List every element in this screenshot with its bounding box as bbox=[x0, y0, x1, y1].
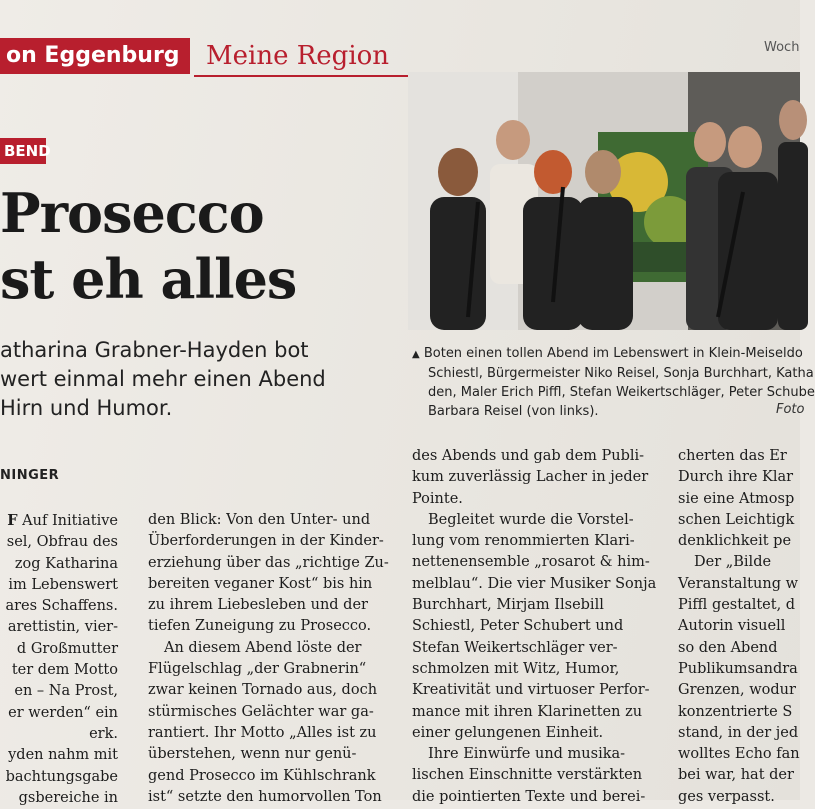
column-line: Schiestl, Peter Schubert und bbox=[412, 618, 624, 635]
caption-line: Schiestl, Bürgermeister Niko Reisel, Sonja Burchhart, Katha bbox=[428, 366, 814, 381]
column-line: An diesem Abend löste der bbox=[164, 639, 362, 656]
column-line: d Großmutter bbox=[16, 640, 118, 657]
column-line: Stefan Weikertschläger ver- bbox=[412, 639, 618, 656]
column-line: die pointierten Texte und berei- bbox=[412, 788, 646, 805]
column-line: en – Na Prost, bbox=[14, 683, 118, 700]
column-line: lischen Einschnitte verstärkten bbox=[412, 767, 643, 784]
column-line: schmolzen mit Witz, Humor, bbox=[412, 660, 620, 677]
section-label: on Eggenburg bbox=[0, 38, 190, 74]
column-line: ares Schaffens. bbox=[5, 598, 118, 615]
column-line: arettistin, vier- bbox=[7, 619, 118, 636]
column-line: melblau“. Die vier Musiker Sonja bbox=[412, 575, 657, 592]
group-photo-illustration bbox=[408, 72, 800, 330]
caption-line: ▲ Boten einen tollen Abend im Lebenswert in Klein-Meiseldo bbox=[412, 346, 803, 361]
author-byline: NINGER bbox=[0, 468, 60, 483]
column-line: yden nahm mit bbox=[8, 747, 118, 764]
caption-triangle-icon: ▲ bbox=[412, 349, 420, 360]
column-line: rantiert. Ihr Motto „Alles ist zu bbox=[148, 724, 377, 741]
column-line: Ihre Einwürfe und musika- bbox=[428, 746, 626, 763]
column-line: stürmisches Gelächter war ga- bbox=[148, 703, 374, 720]
headline bbox=[0, 180, 296, 312]
teaser-line: Hirn und Humor. bbox=[0, 396, 173, 420]
column-line bbox=[0, 510, 118, 532]
photo-credit: Foto bbox=[776, 402, 805, 417]
region-label: Meine Region bbox=[206, 41, 390, 71]
teaser bbox=[0, 336, 400, 423]
column-line: bereiten veganer Kost“ bis hin bbox=[148, 575, 373, 592]
column-line: gend Prosecco im Kühlschrank bbox=[148, 767, 376, 784]
column-line: sel, Obfrau des bbox=[6, 534, 118, 551]
column-line: einer gelungenen Einheit. bbox=[412, 724, 604, 741]
column-line: des Abends und gab dem Publi- bbox=[412, 448, 645, 464]
text-column-3 bbox=[412, 446, 658, 808]
teaser-line: wert einmal mehr einen Abend bbox=[0, 367, 326, 391]
column-line: mance mit ihren Klarinetten zu bbox=[412, 703, 643, 720]
caption-line: Barbara Reisel (von links). bbox=[428, 404, 599, 419]
column-line: ist“ setzte den humorvollen Ton bbox=[148, 788, 382, 805]
column-line: denklichkeit pe bbox=[678, 533, 792, 550]
column-line: bei war, hat der bbox=[678, 767, 794, 784]
column-line: zog Katharina bbox=[14, 555, 118, 572]
column-line-text: Auf Initiative bbox=[17, 513, 118, 529]
column-line: Autorin visuell bbox=[678, 618, 786, 635]
column-line: sie eine Atmosp bbox=[678, 490, 795, 507]
column-line: Piffl gestaltet, d bbox=[678, 597, 796, 614]
column-line: stand, in der jed bbox=[678, 724, 799, 741]
column-line: Begleitet wurde die Vorstel- bbox=[428, 511, 634, 528]
column-line: gsbereiche in bbox=[18, 789, 118, 806]
photo-caption bbox=[412, 344, 815, 421]
column-line: erziehung über das „richtige Zu- bbox=[148, 554, 389, 571]
text-column-4 bbox=[678, 446, 800, 808]
column-line: lung vom renommierten Klari- bbox=[412, 533, 635, 550]
text-column-2 bbox=[148, 510, 389, 808]
column-line: tiefen Zuneigung zu Prosecco. bbox=[148, 618, 372, 635]
column-line: zwar keinen Tornado aus, doch bbox=[148, 682, 378, 699]
headline-line: st eh alles bbox=[0, 247, 297, 311]
column-line: cherten das Er bbox=[678, 448, 787, 464]
column-line: Der „Bilde bbox=[694, 554, 772, 571]
column-line: überstehen, wenn nur genü- bbox=[148, 746, 357, 763]
column-line: Publikumsandra bbox=[678, 660, 798, 677]
column-line: den Blick: Von den Unter- und bbox=[148, 512, 371, 528]
group-photo bbox=[408, 72, 800, 330]
dateline: F bbox=[7, 512, 18, 529]
column-line: nettenensemble „rosarot & him- bbox=[412, 554, 650, 571]
column-line: ter dem Motto bbox=[11, 662, 118, 679]
column-line: ges verpasst. bbox=[678, 788, 775, 805]
column-line: erk. bbox=[89, 725, 118, 742]
column-line: Pointe. bbox=[412, 490, 463, 507]
teaser-line: atharina Grabner-Hayden bot bbox=[0, 338, 309, 362]
column-line: zu ihrem Liebesleben und der bbox=[148, 597, 368, 614]
column-line: Durch ihre Klar bbox=[678, 469, 794, 486]
column-line: wolltes Echo fan bbox=[678, 746, 800, 763]
column-line: kum zuverlässig Lacher in jeder bbox=[412, 469, 649, 486]
column-line: so den Abend bbox=[678, 639, 778, 656]
column-line: im Lebenswert bbox=[8, 576, 118, 593]
text-column-1 bbox=[0, 510, 118, 809]
column-line: Grenzen, wodur bbox=[678, 682, 796, 699]
headline-line: Prosecco bbox=[0, 181, 264, 245]
column-line: bachtungsgabe bbox=[5, 768, 118, 785]
week-label: Woch bbox=[764, 40, 800, 55]
column-line: Flügelschlag „der Grabnerin“ bbox=[148, 661, 367, 678]
column-line: Überforderungen in der Kinder- bbox=[148, 533, 384, 550]
column-line: Veranstaltung w bbox=[678, 575, 798, 592]
column-line: Kreativität und virtuoser Perfor- bbox=[412, 682, 650, 699]
caption-line: den, Maler Erich Piffl, Stefan Weikertschläger, Peter Schube bbox=[428, 385, 815, 400]
column-line: er werden“ ein bbox=[8, 704, 118, 721]
column-line: Burchhart, Mirjam Ilsebill bbox=[412, 597, 604, 614]
column-line: schen Leichtigk bbox=[678, 511, 795, 528]
kicker-label: BEND bbox=[0, 138, 46, 164]
column-line: konzentrierte S bbox=[678, 703, 793, 720]
